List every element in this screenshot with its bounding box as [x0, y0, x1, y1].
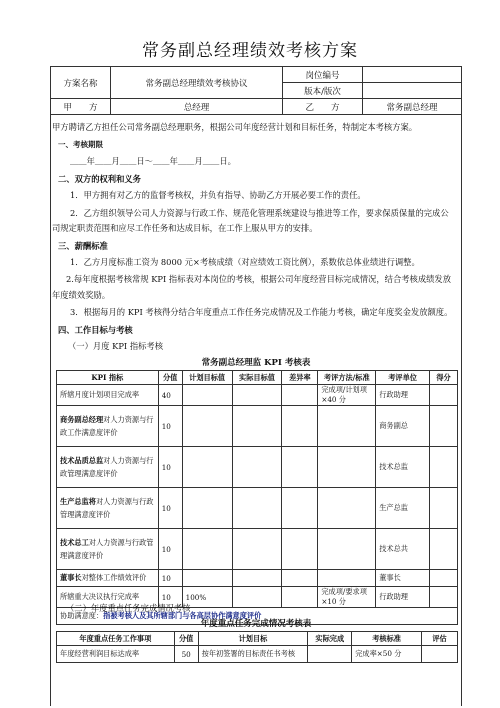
kpi-row-evaluator: 技术品质总监 [60, 456, 104, 465]
kpi-row-actual [232, 488, 282, 529]
kpi-row-unit: 行政助理 [376, 385, 430, 406]
kpi-row-name: 对整体工作绩效评价 [81, 573, 147, 582]
task-col-standard: 考核标准 [352, 632, 422, 646]
kpi-col-got: 得分 [430, 371, 458, 385]
kpi-row-got [430, 587, 458, 608]
kpi-row-name: 对人力资源与行政管理满意度评价 [60, 497, 154, 519]
task-col-eval: 评估 [422, 632, 458, 646]
kpi-subtitle: （一）月度 KPI 指标考核 [68, 341, 164, 351]
kpi-row-got [430, 570, 458, 587]
task-table-caption: 年度重点任务完成情况考核表 [200, 619, 312, 629]
kpi-row-score: 10 [158, 587, 182, 608]
kpi-header-row [57, 371, 458, 385]
kpi-table-caption: 常务副总经理监 KPI 考核表 [201, 358, 311, 368]
task-col-score: 分值 [174, 632, 198, 646]
kpi-row-name: 对人力资源与行政工作满意度评价 [60, 415, 154, 437]
task-col-actual: 实际完成 [308, 632, 352, 646]
task-row-eval [422, 646, 458, 663]
table-row [57, 570, 458, 587]
task-row-standard: 完成率×50 分 [352, 646, 422, 663]
kpi-row-name: 所辖月度计划项目完成率 [60, 390, 140, 399]
kpi-row-method [318, 488, 376, 529]
kpi-row-score: 10 [158, 529, 182, 570]
kpi-col-plan: 计划目标值 [182, 371, 232, 385]
kpi-row-actual [232, 406, 282, 447]
kpi-row-unit: 生产总监 [376, 488, 430, 529]
kpi-row-actual [232, 587, 282, 608]
kpi-row-evaluator: 生产总监将 [60, 497, 96, 506]
version-label: 版本/版次 [283, 83, 363, 99]
task-header-row [57, 632, 458, 646]
party-b-value: 常务副总经理 [363, 99, 462, 115]
kpi-row-got [430, 447, 458, 488]
kpi-row-diff [282, 488, 318, 529]
party-b-label: 乙 方 [283, 99, 363, 115]
header-table [50, 66, 462, 115]
post-code-value [363, 67, 462, 83]
kpi-col-indicator: KPI 指标 [57, 371, 159, 385]
task-col-item: 年度重点任务工作事项 [57, 632, 175, 646]
rights-item-1: 1．甲方拥有对乙方的监督考核权，并负有指导、协助乙方开展必要工作的责任。 [70, 190, 366, 200]
task-row-item: 年度经营利润目标达成率 [57, 646, 175, 663]
kpi-row-evaluator: 技术总工 [60, 538, 89, 547]
kpi-row-diff [282, 570, 318, 587]
kpi-col-actual: 实际目标值 [232, 371, 282, 385]
kpi-row-score: 40 [158, 385, 182, 406]
kpi-col-diff: 差异率 [282, 371, 318, 385]
kpi-row-unit: 技术总监 [376, 447, 430, 488]
kpi-row-diff [282, 447, 318, 488]
task-table [56, 631, 458, 663]
kpi-row-score: 10 [158, 406, 182, 447]
kpi-row-actual [232, 447, 282, 488]
task-row-actual [308, 646, 352, 663]
intro-text: 甲方聘请乙方担任公司常务副总经理职务，根据公司年度经营计划和目标任务，特制定本考核方案。 [52, 122, 418, 132]
kpi-row-plan [182, 529, 232, 570]
task-col-plan: 计划目标 [198, 632, 308, 646]
kpi-row-plan [182, 385, 232, 406]
salary-item-3: 3．根据每月的 KPI 考核得分结合年度重点工作任务完成情况及工作能力考核，确定年度奖金发放额度。 [70, 307, 453, 317]
kpi-row-diff [282, 587, 318, 608]
rights-item-2a: 2．乙方组织领导公司人力资源与行政工作、规范化管理系统建设与推进等工作，要求保质保量的完成公 [70, 208, 449, 218]
kpi-row-method [318, 529, 376, 570]
period-text: ＿＿年＿＿月＿＿日～＿＿年＿＿月＿＿日。 [70, 156, 236, 166]
table-row [57, 447, 458, 488]
section-3-title: 三、薪酬标准 [58, 241, 108, 251]
table-row [57, 406, 458, 447]
section-2-title: 二、双方的权利和义务 [58, 174, 141, 184]
version-value [363, 83, 462, 99]
kpi-col-score: 分值 [158, 371, 182, 385]
table-row [57, 646, 458, 663]
kpi-row-evaluator: 董事长 [60, 573, 82, 582]
kpi-row-score: 10 [158, 447, 182, 488]
kpi-row-plan [182, 406, 232, 447]
post-code-label: 岗位编号 [283, 67, 363, 83]
kpi-row-score: 10 [158, 570, 182, 587]
kpi-row-plan [182, 447, 232, 488]
section-4-title: 四、工作目标与考核 [58, 325, 133, 335]
kpi-row-unit: 董事长 [376, 570, 430, 587]
kpi-row-plan [182, 488, 232, 529]
kpi-row-unit: 商务副总 [376, 406, 430, 447]
document-title: 常务副总经理绩效考核方案 [142, 41, 358, 61]
kpi-row-got [430, 488, 458, 529]
kpi-row-plan: 100% [182, 587, 232, 608]
plan-name-value: 常务副总经理绩效考核协议 [111, 67, 283, 99]
kpi-row-method: 完成项/要求项×10 分 [318, 587, 376, 608]
kpi-row-diff [282, 529, 318, 570]
kpi-row-method [318, 406, 376, 447]
plan-name-label: 方案名称 [51, 67, 111, 99]
kpi-row-plan [182, 570, 232, 587]
kpi-row-unit: 行政助理 [376, 587, 430, 608]
kpi-row-got [430, 385, 458, 406]
kpi-note-label: 协助满意度： [60, 611, 104, 620]
kpi-col-method: 考评方法/标准 [318, 371, 376, 385]
task-row-score: 50 [174, 646, 198, 663]
salary-item-1: 1．乙方月度标准工资为 8000 元×考核成绩（对应绩效工资比例），系数依总体业绩进行调整。 [70, 257, 420, 267]
salary-item-2a: 2.每年度根据考核常规 KPI 指标表对本岗位的考核，根据公司年度经营目标完成情况，结合考核成绩发放 [66, 274, 452, 284]
task-row-plan: 按年初签署的目标责任书考核 [198, 646, 308, 663]
kpi-table [56, 370, 458, 625]
kpi-row-got [430, 406, 458, 447]
kpi-row-unit: 技术总共 [376, 529, 430, 570]
kpi-row-name: 所辖重大决议执行完成率 [60, 592, 140, 601]
kpi-row-method: 完成项/计划项×40 分 [318, 385, 376, 406]
table-row [57, 488, 458, 529]
table-row [57, 385, 458, 406]
kpi-row-name: 对人力资源与行政管理满意度评价 [60, 538, 154, 560]
task-subtitle: （二）年度重点任务完成情况考核 [66, 603, 191, 613]
kpi-row-method [318, 447, 376, 488]
kpi-row-name: 对人力资源与行政管理满意度评价 [60, 456, 154, 478]
table-row [57, 529, 458, 570]
rights-item-2b: 司规定职责范围和应尽工作任务和达成目标，在工作上服从甲方的安排。 [52, 223, 318, 233]
kpi-note-value: 指被考核人及其所辖部门与各高层协作满意度评价 [103, 611, 262, 620]
kpi-row-diff [282, 406, 318, 447]
kpi-col-unit: 考评单位 [376, 371, 430, 385]
kpi-row-actual [232, 529, 282, 570]
kpi-row-actual [232, 385, 282, 406]
kpi-row-evaluator: 商务副总经理 [60, 415, 104, 424]
salary-item-2b: 年度绩效奖励。 [52, 290, 111, 300]
kpi-row-method [318, 570, 376, 587]
kpi-row-diff [282, 385, 318, 406]
party-a-value: 总经理 [111, 99, 283, 115]
party-a-label: 甲 方 [51, 99, 111, 115]
kpi-row-actual [232, 570, 282, 587]
kpi-row-got [430, 529, 458, 570]
kpi-row-score: 10 [158, 488, 182, 529]
section-1-title: 一、考核期限 [58, 140, 103, 149]
